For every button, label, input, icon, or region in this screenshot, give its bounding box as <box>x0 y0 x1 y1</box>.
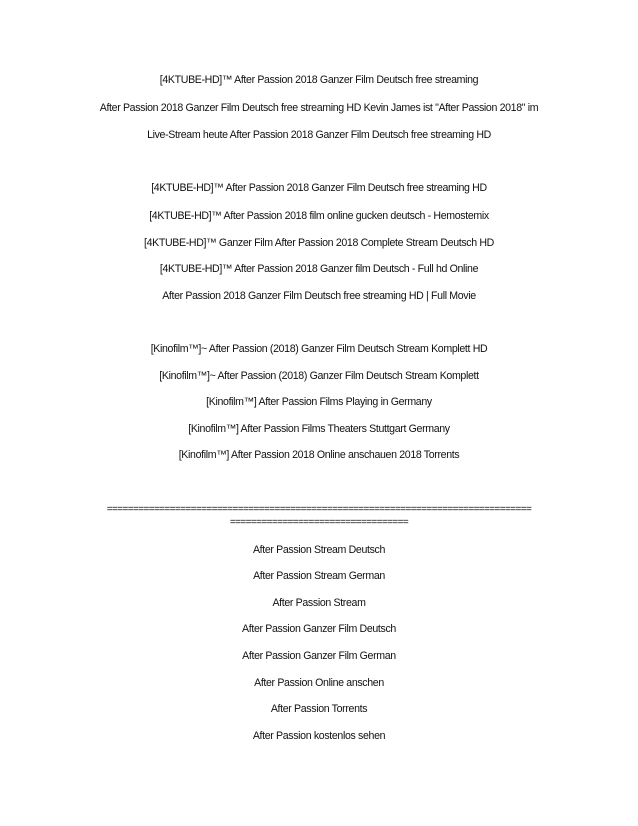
text-line: After Passion Stream Deutsch <box>252 544 386 556</box>
text-line: After Passion 2018 Ganzer Film Deutsch free streaming HD Kevin James ist "After Passion 2018" im <box>99 102 539 114</box>
text-line: [4KTUBE-HD]™ Ganzer Film After Passion 2018 Complete Stream Deutsch HD <box>144 237 494 249</box>
separator-line: ================================================================================= <box>106 504 532 515</box>
text-line: Live-Stream heute After Passion 2018 Ganzer Film Deutsch free streaming HD <box>147 129 491 141</box>
text-line: After Passion 2018 Ganzer Film Deutsch free streaming HD | Full Movie <box>162 290 476 302</box>
text-line: [4KTUBE-HD]™ After Passion 2018 Ganzer Film Deutsch free streaming <box>159 74 479 86</box>
text-line: [Kinofilm™] After Passion Films Playing in Germany <box>206 396 432 408</box>
separator-line: ================================== <box>229 517 409 528</box>
text-line: After Passion Ganzer Film German <box>242 650 396 662</box>
text-line: [4KTUBE-HD]™ After Passion 2018 Ganzer Film Deutsch free streaming HD <box>151 182 487 194</box>
text-line: After Passion Stream German <box>253 570 385 582</box>
text-line: [Kinofilm™] After Passion 2018 Online anschauen 2018 Torrents <box>178 449 460 461</box>
text-line: [4KTUBE-HD]™ After Passion 2018 Ganzer film Deutsch - Full hd Online <box>159 263 479 275</box>
text-line: After Passion Online anschen <box>254 677 384 689</box>
text-line: After Passion Torrents <box>270 703 368 715</box>
text-line: [Kinofilm™] After Passion Films Theaters Stuttgart Germany <box>188 423 450 435</box>
text-line: After Passion Ganzer Film Deutsch <box>242 623 396 635</box>
text-line: After Passion Stream <box>272 597 366 609</box>
text-line: After Passion kostenlos sehen <box>252 730 386 742</box>
text-line: [4KTUBE-HD]™ After Passion 2018 film online gucken deutsch - Hemostemix <box>149 210 489 222</box>
text-line: [Kinofilm™]~ After Passion (2018) Ganzer Film Deutsch Stream Komplett HD <box>150 343 488 355</box>
text-line: [Kinofilm™]~ After Passion (2018) Ganzer Film Deutsch Stream Komplett <box>159 370 479 382</box>
